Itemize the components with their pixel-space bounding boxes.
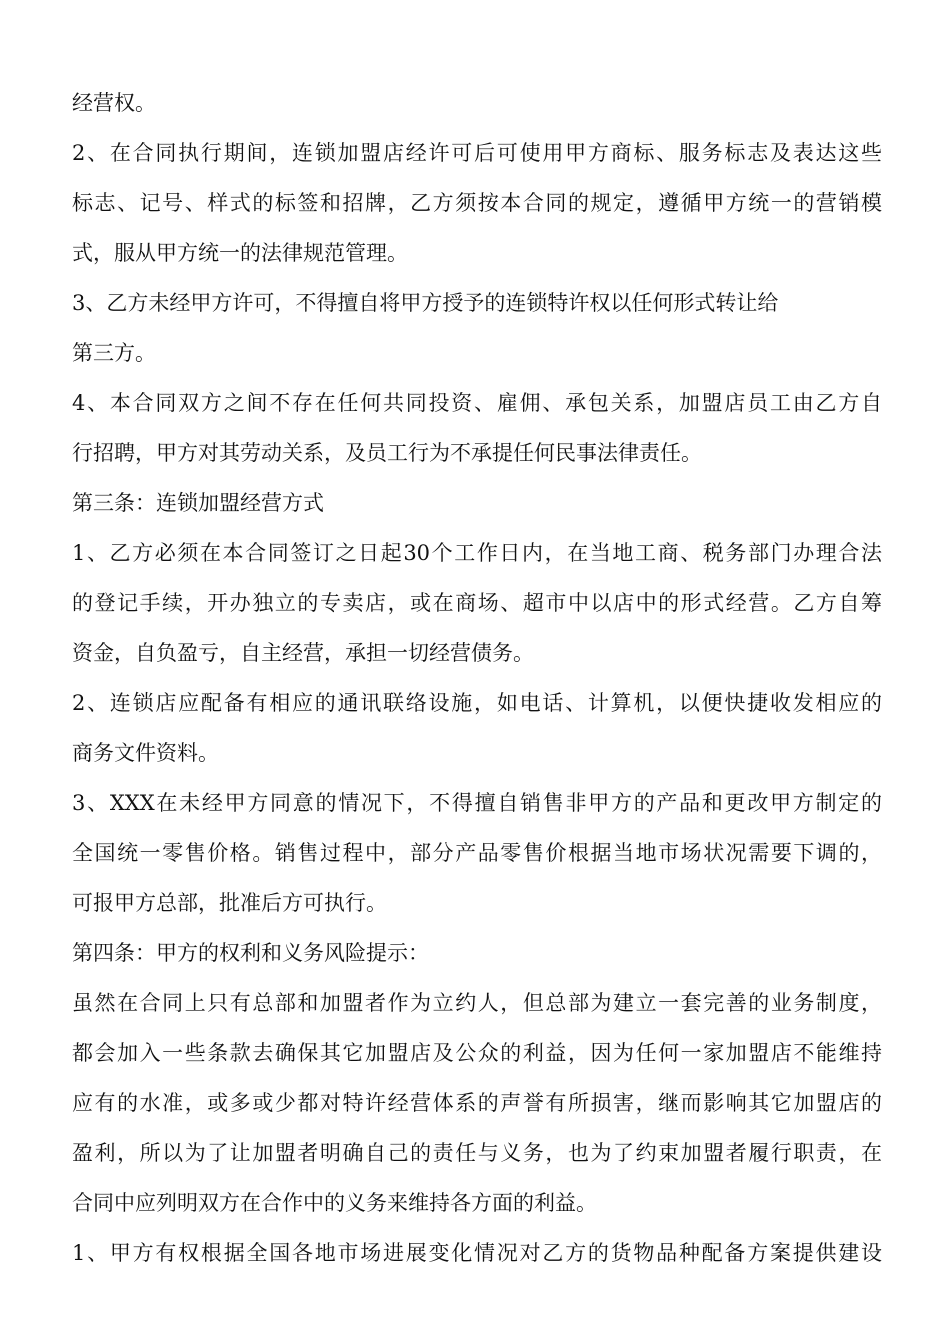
text-line: 的登记手续，开办独立的专卖店，或在商场、超市中以店中的形式经营。乙方自筹 xyxy=(72,591,882,615)
text-line: 4、本合同双方之间不存在任何共同投资、雇佣、承包关系，加盟店员工由乙方自 xyxy=(72,391,882,415)
text-line: 3、XXX在未经甲方同意的情况下，不得擅自销售非甲方的产品和更改甲方制定的 xyxy=(72,791,882,815)
text-line: 合同中应列明双方在合作中的义务来维持各方面的利益。 xyxy=(72,1191,597,1215)
text-line: 2、连锁店应配备有相应的通讯联络设施，如电话、计算机，以便快捷收发相应的 xyxy=(72,691,882,715)
text-line: 商务文件资料。 xyxy=(72,741,219,765)
text-line: 第三方。 xyxy=(72,341,156,365)
text-line: 行招聘，甲方对其劳动关系，及员工行为不承提任何民事法律责任。 xyxy=(72,441,702,465)
text-line: 1、甲方有权根据全国各地市场进展变化情况对乙方的货物品种配备方案提供建设 xyxy=(72,1241,882,1265)
text-line: 盈利，所以为了让加盟者明确自己的责任与义务，也为了约束加盟者履行职责，在 xyxy=(72,1141,882,1165)
section-heading: 第四条：甲方的权利和义务风险提示： xyxy=(72,941,429,965)
text-line: 可报甲方总部，批准后方可执行。 xyxy=(72,891,387,915)
text-line: 标志、记号、样式的标签和招牌，乙方须按本合同的规定，遵循甲方统一的营销模 xyxy=(72,191,882,215)
text-line: 经营权。 xyxy=(72,91,156,115)
text-line: 虽然在合同上只有总部和加盟者作为立约人，但总部为建立一套完善的业务制度， xyxy=(72,991,882,1015)
section-heading: 第三条：连锁加盟经营方式 xyxy=(72,491,324,515)
text-line: 资金，自负盈亏，自主经营，承担一切经营债务。 xyxy=(72,641,534,665)
document-page xyxy=(72,78,882,1278)
text-line: 应有的水准，或多或少都对特许经营体系的声誉有所损害，继而影响其它加盟店的 xyxy=(72,1091,882,1115)
text-line: 式，服从甲方统一的法律规范管理。 xyxy=(72,241,408,265)
text-line: 1、乙方必须在本合同签订之日起30个工作日内，在当地工商、税务部门办理合法 xyxy=(72,541,882,565)
text-line: 都会加入一些条款去确保其它加盟店及公众的利益，因为任何一家加盟店不能维持 xyxy=(72,1041,882,1065)
text-line: 2、在合同执行期间，连锁加盟店经许可后可使用甲方商标、服务标志及表达这些 xyxy=(72,141,882,165)
text-line: 全国统一零售价格。销售过程中，部分产品零售价根据当地市场状况需要下调的， xyxy=(72,841,882,865)
text-line: 3、乙方未经甲方许可，不得擅自将甲方授予的连锁特许权以任何形式转让给 xyxy=(72,291,779,315)
